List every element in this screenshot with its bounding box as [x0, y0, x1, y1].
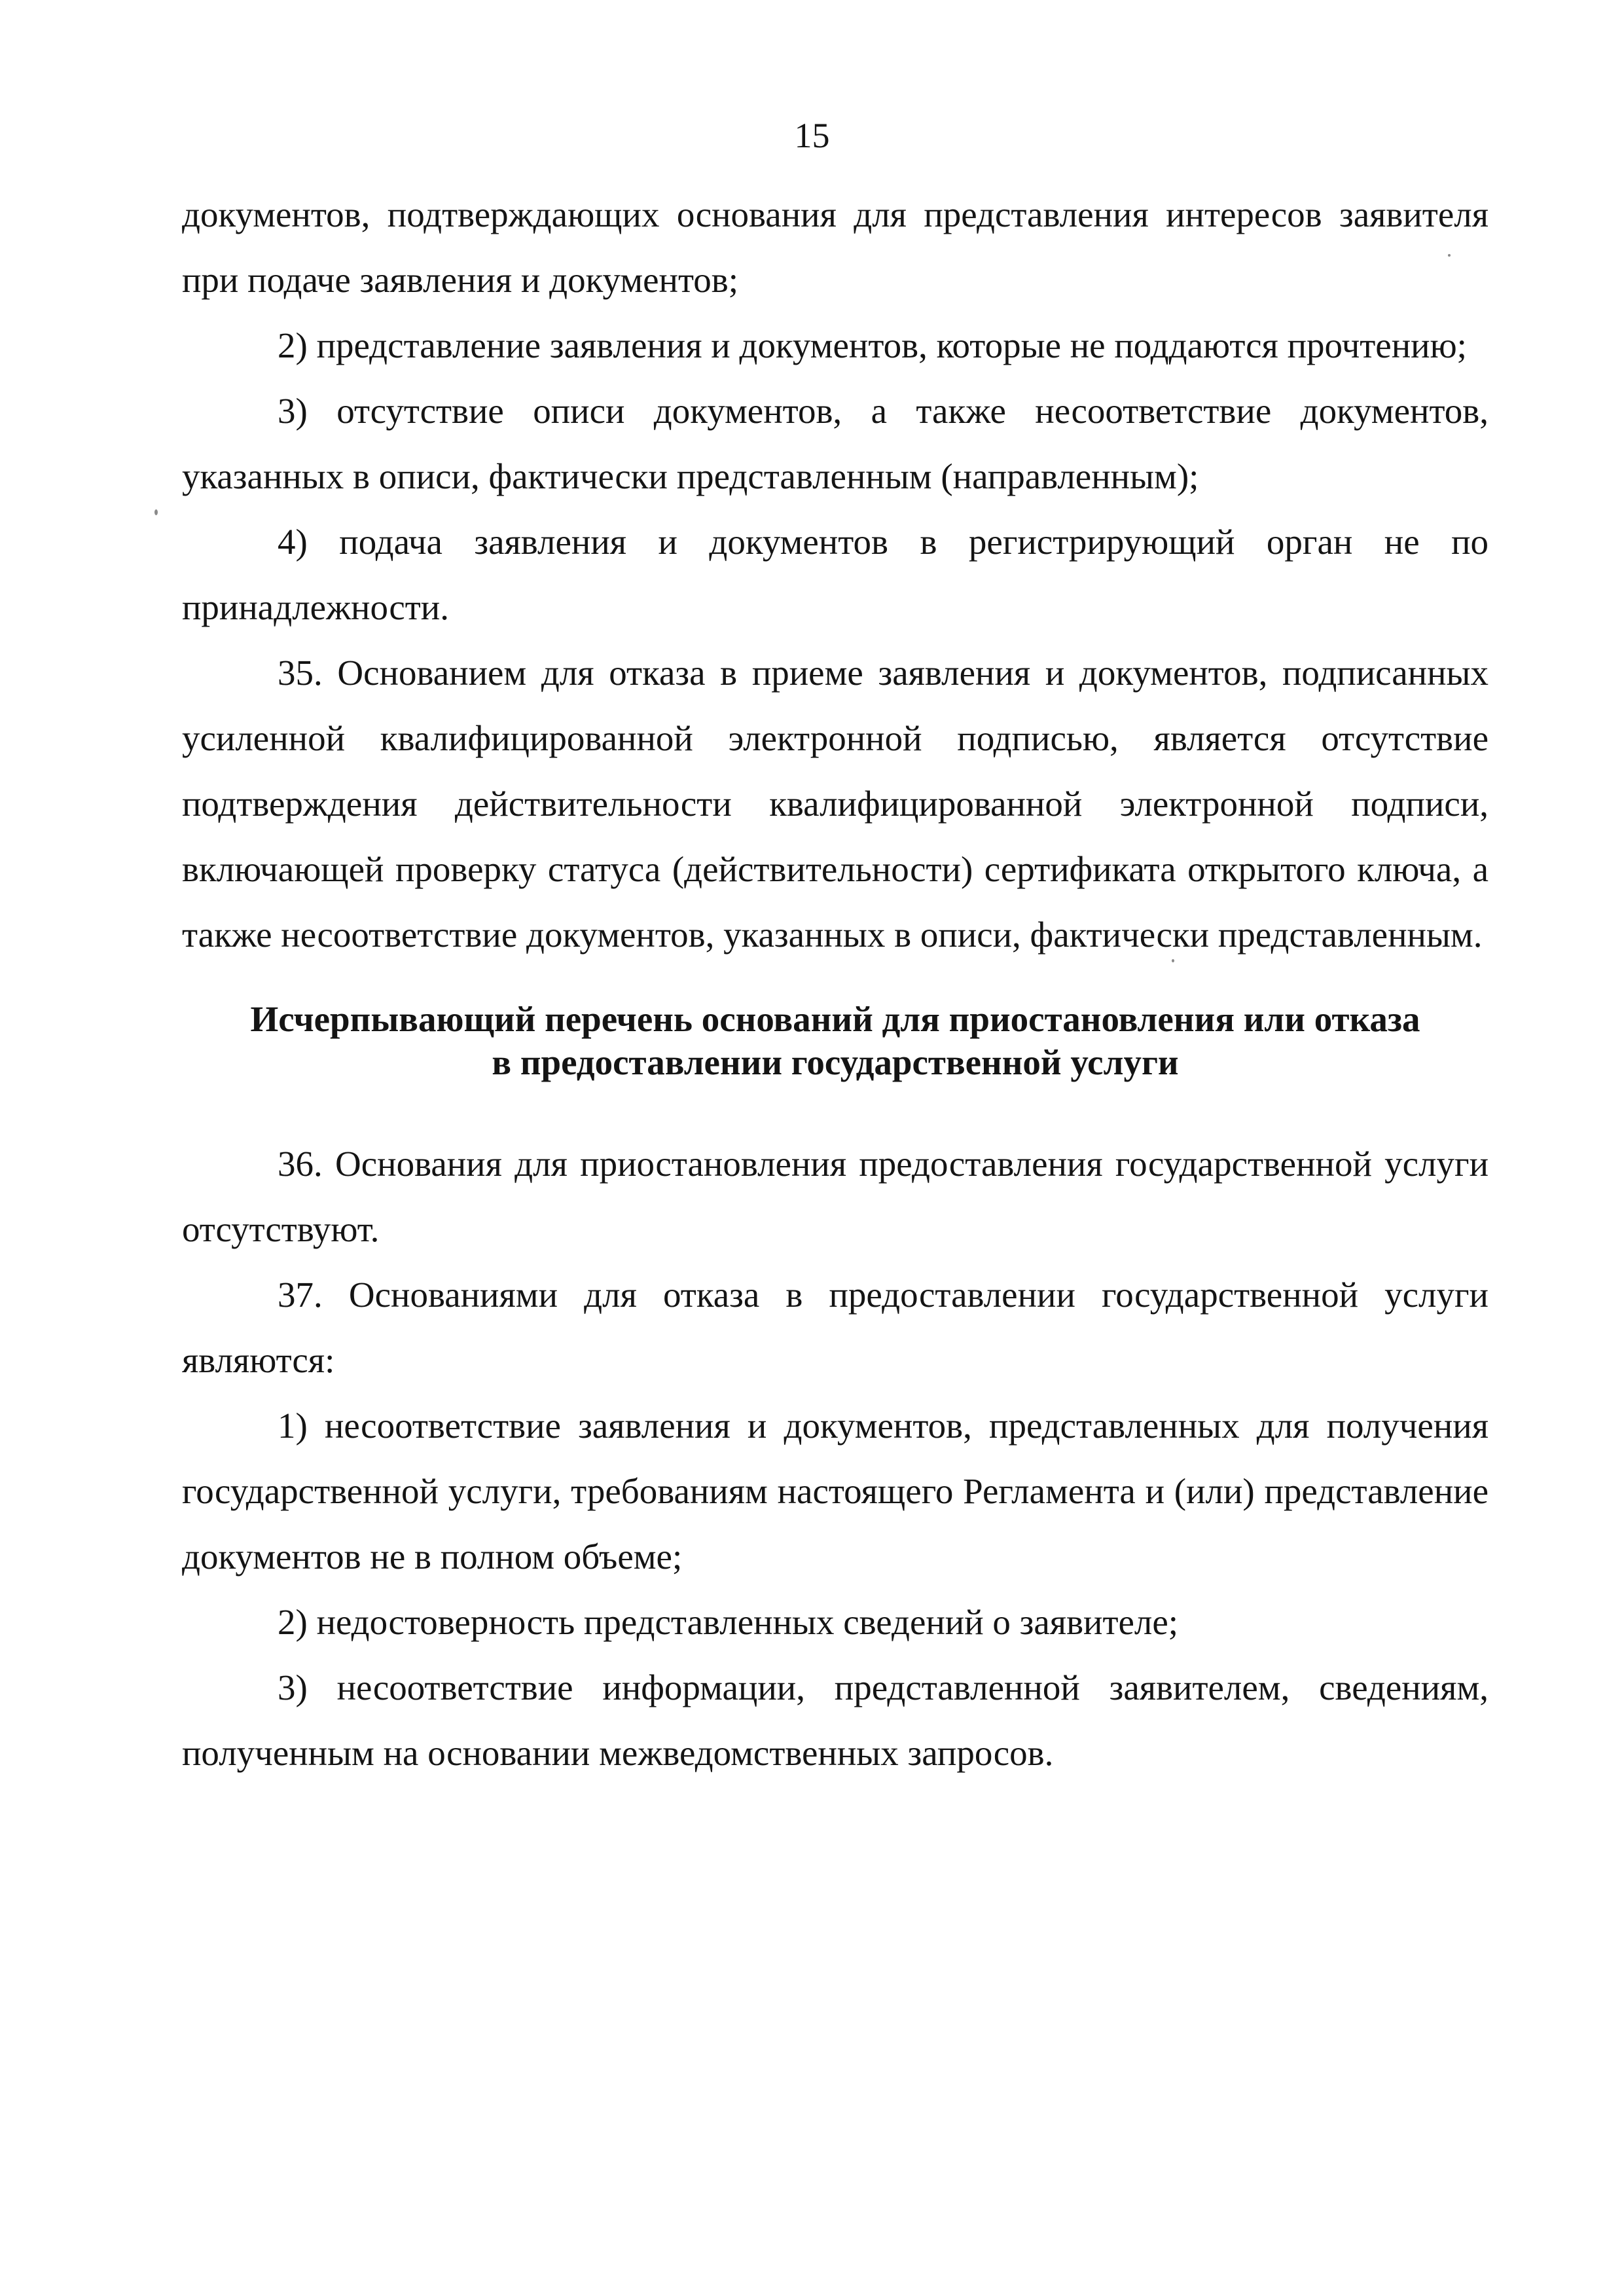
paragraph-refusal-item-1: 1) несоответствие заявления и документов, представленных для получения государственной услуги, требованиям настоящего Регламента и (или) представление документов не в полном объеме;: [182, 1406, 1489, 1576]
page-number: 15: [794, 116, 830, 155]
paragraph-refusal-item-3: 3) несоответствие информации, представленной заявителем, сведениям, полученным на основании межведомственных запросов.: [182, 1667, 1489, 1773]
paragraph-item-4: 4) подача заявления и документов в регистрирующий орган не по принадлежности.: [182, 522, 1489, 627]
section-heading-line-1: Исчерпывающий перечень оснований для приостановления или отказа: [250, 999, 1420, 1039]
document-body: [182, 182, 1489, 1786]
section-heading-line-2: в предоставлении государственной услуги: [492, 1042, 1179, 1082]
paragraph-clause-37: 37. Основаниями для отказа в предоставлении государственной услуги являются:: [182, 1275, 1489, 1380]
paragraph-clause-36: 36. Основания для приостановления предоставления государственной услуги отсутствуют.: [182, 1144, 1489, 1249]
paragraph-continuation: документов, подтверждающих основания для представления интересов заявителя при подаче заявления и документов;: [182, 194, 1489, 300]
paragraph-clause-35: 35. Основанием для отказа в приеме заявления и документов, подписанных усиленной квалифицированной электронной подписью, является отсутствие подтверждения действительности квалифицированной электронной подписи, включающей проверку статуса (действительности) сертификата открытого ключа, а также несоответствие документов, указанных в описи, фактически представленным.: [182, 653, 1489, 955]
paragraph-refusal-item-2: 2) недостоверность представленных сведений о заявителе;: [278, 1602, 1179, 1642]
paragraph-item-2: 2) представление заявления и документов, которые не поддаются прочтению;: [278, 325, 1467, 365]
section-heading: [182, 968, 1489, 1131]
scan-speck: [1448, 254, 1451, 257]
paragraph-item-3: 3) отсутствие описи документов, а также несоответствие документов, указанных в описи, фактически представленным (направленным);: [182, 391, 1489, 496]
scan-speck: [154, 509, 158, 515]
scan-speck: [1172, 959, 1174, 962]
